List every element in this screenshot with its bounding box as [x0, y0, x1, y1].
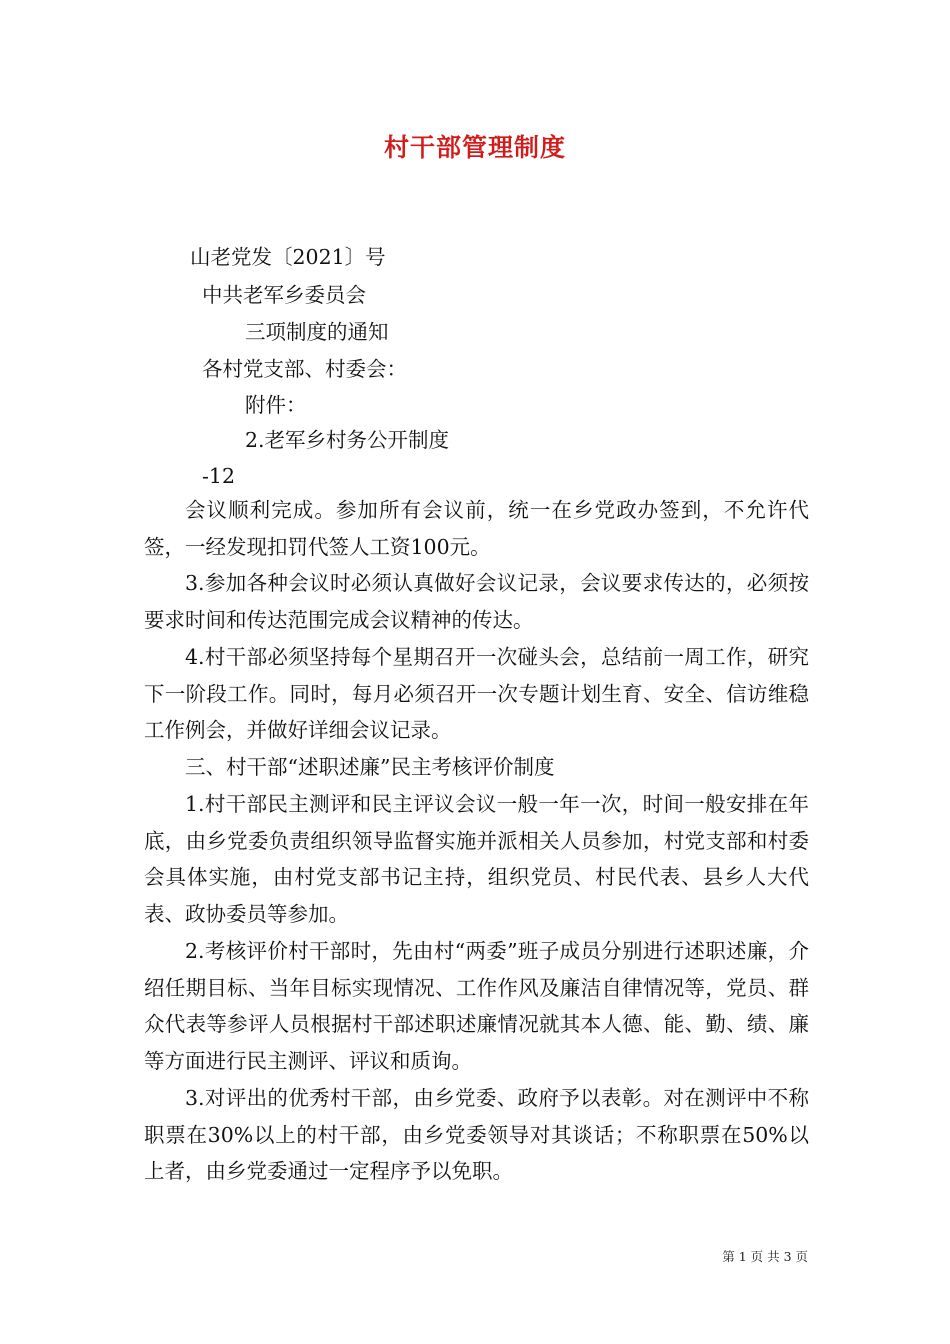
paragraph-4: 1.村干部民主测评和民主评议会议一般一年一次，时间一般安排在年底，由乡党委负责组织领导监督实施并派相关人员参加，村党支部和村委会具体实施，由村党支部书记主持，组织党员、村民代表、县乡人大代表、政协委员等参加。: [144, 792, 809, 926]
document-title: 村干部管理制度: [383, 133, 566, 162]
notice-line: 三项制度的通知: [245, 320, 389, 344]
paragraph-6: 3.对评出的优秀村干部，由乡党委、政府予以表彰。对在测评中不称职票在30%以上的村干部，由乡党委领导对其谈话；不称职票在50%以上者，由乡党委通过一定程序予以免职。: [144, 1086, 809, 1183]
fragment-line: -12: [202, 464, 236, 488]
section-heading: 三、村干部“述职述廉”民主考核评价制度: [185, 755, 555, 779]
paragraph-3: 4.村干部必须坚持每个星期召开一次碰头会，总结前一周工作，研究下一阶段工作。同时，每月必须召开一次专题计划生育、安全、信访维稳工作例会，并做好详细会议记录。: [144, 645, 809, 742]
page-footer: 第 1 页 共 3 页: [722, 1249, 808, 1264]
issuer-line: 中共老军乡委员会: [202, 283, 366, 307]
doc-number: 山老党发〔2021〕号: [190, 245, 386, 269]
recipients-line: 各村党支部、村委会：: [202, 357, 407, 381]
paragraph-5: 2.考核评价村干部时，先由村“两委”班子成员分别进行述职述廉，介绍任期目标、当年目标实现情况、工作作风及廉洁自律情况等，党员、群众代表等参评人员根据村干部述职述廉情况就其本人德、能、勤、绩、廉等方面进行民主测评、评议和质询。: [144, 939, 809, 1073]
paragraph-1: 会议顺利完成。参加所有会议前，统一在乡党政办签到，不允许代签，一经发现扣罚代签人工资100元。: [144, 498, 809, 559]
paragraph-2: 3.参加各种会议时必须认真做好会议记录，会议要求传达的，必须按要求时间和传达范围完成会议精神的传达。: [144, 571, 809, 632]
attachment-label: 附件：: [245, 393, 307, 417]
attachment-item: 2.老军乡村务公开制度: [245, 428, 450, 452]
